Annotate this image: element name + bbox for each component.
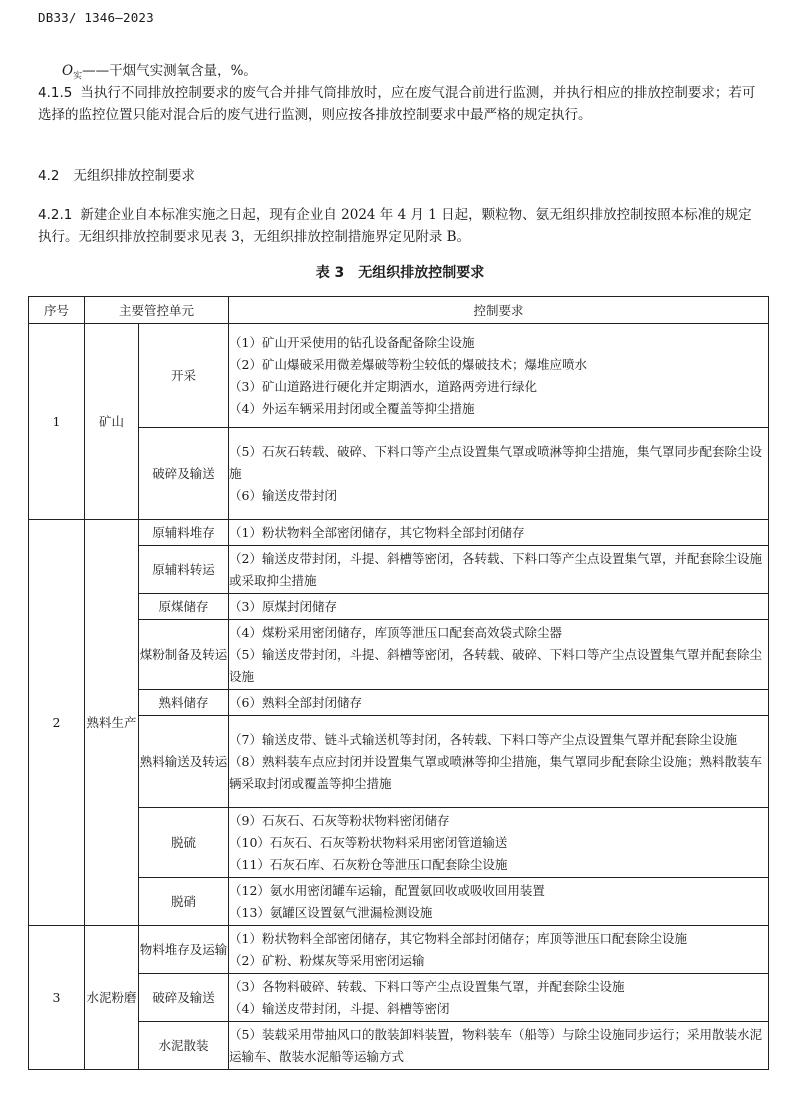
sub-unit-name: 水泥散装: [139, 1022, 229, 1070]
sub-unit-name: 原辅料转运: [139, 546, 229, 594]
row-seq: 3: [29, 926, 85, 1070]
oxygen-symbol: O: [62, 63, 74, 79]
table-title: 表 3 无组织排放控制要求: [315, 265, 485, 281]
sub-unit-name: 破碎及输送: [139, 974, 229, 1022]
requirement-item: （2）矿山爆破采用微差爆破等粉尘较低的爆破技术；爆堆应喷水: [229, 356, 587, 372]
control-requirements: [229, 1022, 769, 1070]
table-row: [29, 926, 769, 974]
table-row: [29, 594, 769, 620]
oxygen-subscript: 实: [73, 71, 83, 82]
requirement-item: （3）原煤封闭储存: [229, 598, 337, 614]
unit-name: 水泥粉磨: [85, 926, 139, 1070]
requirement-item: （12）氨水用密闭罐车运输，配置氨回收或吸收回用装置: [229, 882, 545, 898]
sub-unit-name: 脱硫: [139, 808, 229, 878]
sub-unit-name: 原辅料堆存: [139, 520, 229, 546]
clause-text: 当执行不同排放控制要求的废气合并排气筒排放时，应在废气混合前进行监测，并执行相应的排放控制要求；若可选择的监控位置只能对混合后的废气进行监测，则应按各排放控制要求中最严格的规定执行。: [38, 85, 756, 123]
standard-number: DB33/ 1346—2023: [38, 10, 154, 25]
control-requirements: [229, 428, 769, 520]
unit-name: 矿山: [85, 324, 139, 520]
sub-unit-name: 煤粉制备及转运: [139, 620, 229, 690]
table-row: [29, 546, 769, 594]
header-seq: 序号: [29, 297, 85, 324]
control-requirements: [229, 620, 769, 690]
requirement-item: （5）装载采用带抽风口的散装卸料装置，物料装车（船等）与除尘设施同步运行；采用散装水泥运输车、散装水泥船等运输方式: [229, 1026, 762, 1064]
control-requirements: [229, 808, 769, 878]
table-row: [29, 974, 769, 1022]
requirement-item: （1）粉状物料全部密闭储存，其它物料全部封闭储存；库顶等泄压口配套除尘设施: [229, 930, 687, 946]
definition-text: ——干烟气实测氧含量，%。: [82, 63, 257, 79]
control-requirements: [229, 926, 769, 974]
requirement-item: （4）输送皮带封闭，斗提、斜槽等密闭: [229, 1000, 450, 1016]
sub-unit-name: 熟料储存: [139, 690, 229, 716]
requirement-item: （3）矿山道路进行硬化并定期洒水，道路两旁进行绿化: [229, 378, 537, 394]
clause-text: 新建企业自本标准实施之日起，现有企业自 2024 年 4 月 1 日起，颗粒物、氨无组织排放控制按照本标准的规定执行。无组织排放控制要求见表 3，无组织排放控制措施界定见附录 B。: [38, 207, 752, 245]
sub-unit-name: 破碎及输送: [139, 428, 229, 520]
table-row: [29, 878, 769, 926]
row-seq: 1: [29, 324, 85, 520]
control-requirements: [229, 878, 769, 926]
control-requirements: [229, 716, 769, 808]
sub-unit-name: 物料堆存及运输: [139, 926, 229, 974]
header-requirements: 控制要求: [229, 297, 769, 324]
requirements-table: [28, 296, 769, 1070]
requirement-item: （7）输送皮带、链斗式输送机等封闭，各转载、下料口等产尘点设置集气罩并配套除尘设施: [229, 731, 737, 747]
requirement-item: （1）矿山开采使用的钻孔设备配备除尘设施: [229, 334, 475, 350]
unit-name: 熟料生产: [85, 520, 139, 926]
requirement-item: （2）输送皮带封闭，斗提、斜槽等密闭，各转载、下料口等产尘点设置集气罩，并配套除尘设施或采取抑尘措施: [229, 550, 762, 588]
table-body: [29, 324, 769, 1070]
sub-unit-name: 开采: [139, 324, 229, 428]
requirement-item: （10）石灰石、石灰等粉状物料采用密闭管道输送: [229, 834, 508, 850]
section-number: 4.2: [38, 168, 60, 184]
requirement-item: （6）输送皮带封闭: [229, 487, 337, 503]
clause-number: 4.2.1: [38, 207, 73, 223]
table-row: [29, 428, 769, 520]
requirement-item: （8）熟料装车点应封闭并设置集气罩或喷淋等抑尘措施，集气罩同步配套除尘设施；熟料散装车辆采取封闭或覆盖等抑尘措施: [229, 753, 762, 791]
control-requirements: [229, 690, 769, 716]
requirement-item: （1）粉状物料全部密闭储存，其它物料全部封闭储存: [229, 524, 525, 540]
sub-unit-name: 原煤储存: [139, 594, 229, 620]
sub-unit-name: 熟料输送及转运: [139, 716, 229, 808]
clause-number: 4.1.5: [38, 85, 73, 101]
table-row: [29, 620, 769, 690]
control-requirements: [229, 324, 769, 428]
sub-unit-name: 脱硝: [139, 878, 229, 926]
section-title: 无组织排放控制要求: [73, 168, 195, 184]
requirement-item: （6）熟料全部封闭储存: [229, 694, 362, 710]
table-row: [29, 324, 769, 428]
requirement-item: （11）石灰石库、石灰粉仓等泄压口配套除尘设施: [229, 856, 508, 872]
control-requirements: [229, 974, 769, 1022]
requirement-item: （4）煤粉采用密闭储存，库顶等泄压口配套高效袋式除尘器: [229, 624, 562, 640]
requirement-item: （3）各物料破碎、转载、下料口等产尘点设置集气罩，并配套除尘设施: [229, 978, 625, 994]
requirement-item: （5）输送皮带封闭，斗提、斜槽等密闭，各转载、破碎、下料口等产尘点设置集气罩并配套除尘设施: [229, 646, 762, 684]
table-row: [29, 1022, 769, 1070]
clause-4-2-1: [38, 204, 764, 248]
control-requirements: [229, 520, 769, 546]
table-row: [29, 690, 769, 716]
section-heading-4-2: [38, 165, 764, 187]
requirement-item: （9）石灰石、石灰等粉状物料密闭储存: [229, 812, 450, 828]
row-seq: 2: [29, 520, 85, 926]
table-row: [29, 520, 769, 546]
table-header-row: [29, 297, 769, 324]
table-row: [29, 716, 769, 808]
requirement-item: （4）外运车辆采用封闭或全覆盖等抑尘措施: [229, 400, 475, 416]
control-requirements: [229, 546, 769, 594]
header-unit: 主要管控单元: [85, 297, 229, 324]
table-row: [29, 808, 769, 878]
clause-4-1-5: [38, 82, 764, 126]
control-requirements: [229, 594, 769, 620]
requirement-item: （13）氨罐区设置氨气泄漏检测设施: [229, 904, 433, 920]
requirement-item: （2）矿粉、粉煤灰等采用密闭运输: [229, 952, 425, 968]
requirement-item: （5）石灰石转载、破碎、下料口等产尘点设置集气罩或喷淋等抑尘措施，集气罩同步配套除尘设施: [229, 443, 762, 481]
